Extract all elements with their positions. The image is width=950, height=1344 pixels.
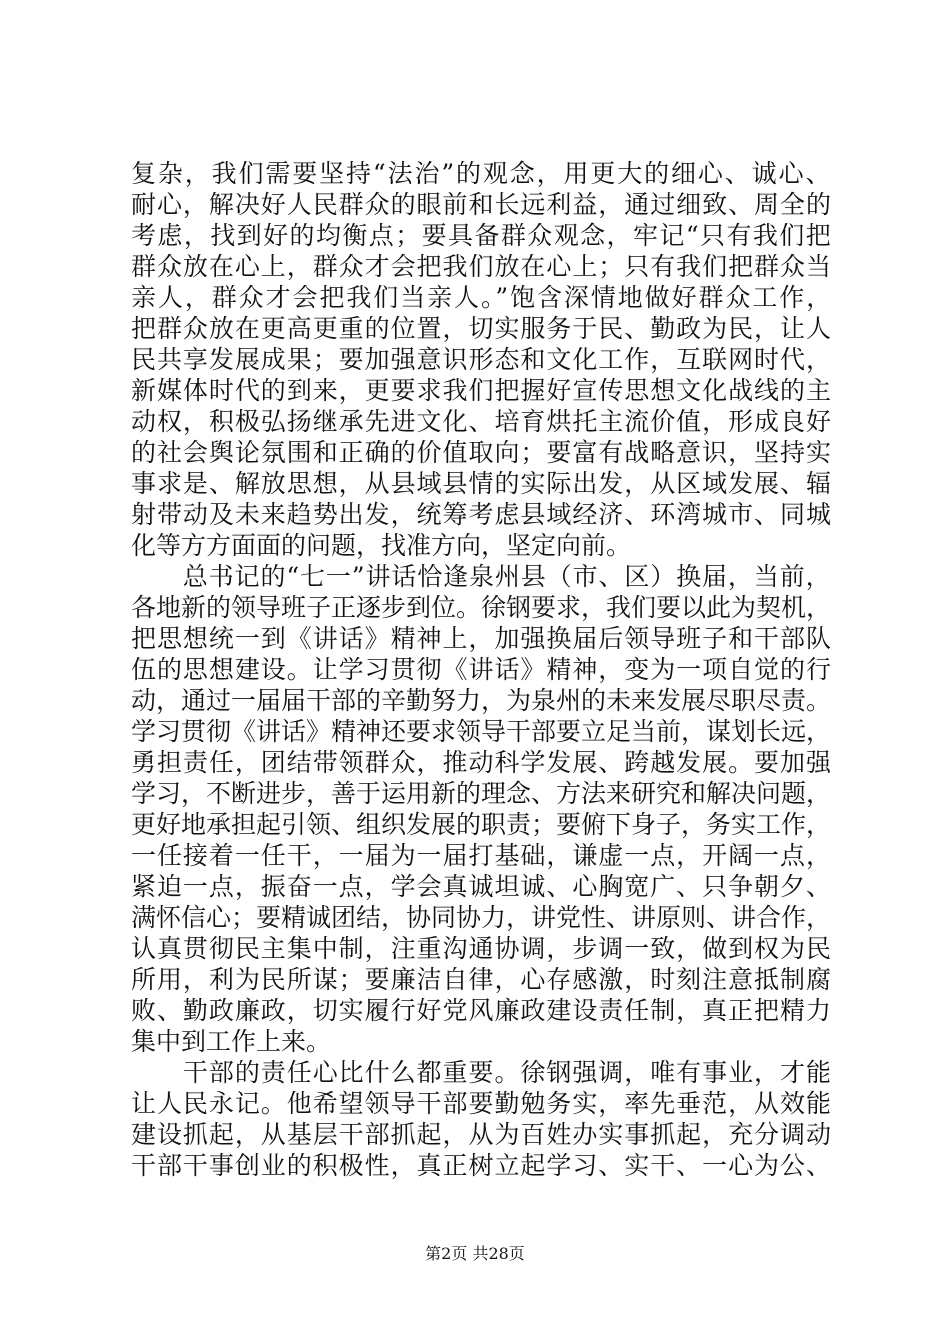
text-line: 把思想统一到《讲话》精神上，加强换届后领导班子和干部队 [131,624,832,653]
text-line: 更好地承担起引领、组织发展的职责；要俯下身子，务实工作， [131,810,832,839]
text-line: 勇担责任，团结带领群众，推动科学发展、跨越发展。要加强 [131,748,832,777]
text-line: 的社会舆论氛围和正确的价值取向；要富有战略意识，坚持实 [131,438,832,467]
text-line: 满怀信心；要精诚团结，协同协力，讲党性、讲原则、讲合作， [131,903,832,932]
text-line: 学习，不断进步，善于运用新的理念、方法来研究和解决问题， [131,779,832,808]
text-line: 集中到工作上来。 [131,1027,332,1056]
text-line: 所用，利为民所谋；要廉洁自律，心存感激，时刻注意抵制腐 [131,965,832,994]
text-line: 伍的思想建设。让学习贯彻《讲话》精神，变为一项自觉的行 [131,655,832,684]
text-line: 考虑，找到好的均衡点；要具备群众观念，牢记“只有我们把 [131,221,833,250]
text-line: 把群众放在更高更重的位置，切实服务于民、勤政为民，让人 [131,314,832,343]
page-footer: 第2页 共28页 [425,1244,525,1263]
text-line: 各地新的领导班子正逐步到位。徐钢要求，我们要以此为契机， [131,593,832,622]
text-line: 化等方方面面的问题，找准方向，坚定向前。 [131,531,632,560]
text-line: 干部干事创业的积极性，真正树立起学习、实干、一心为公、 [131,1151,832,1180]
text-line: 建设抓起，从基层干部抓起，从为百姓办实事抓起，充分调动 [131,1120,832,1149]
text-line: 紧迫一点，振奋一点，学会真诚坦诚、心胸宽广、只争朝夕、 [131,872,832,901]
text-line: 学习贯彻《讲话》精神还要求领导干部要立足当前，谋划长远， [131,717,832,746]
text-line: 复杂，我们需要坚持“法治”的观念，用更大的细心、诚心、 [131,159,833,188]
text-line: 民共享发展成果；要加强意识形态和文化工作，互联网时代， [131,345,832,374]
text-line: 射带动及未来趋势出发，统筹考虑县域经济、环湾城市、同城 [131,500,832,529]
text-line: 总书记的“七一”讲话恰逢泉州县（市、区）换届，当前， [131,562,832,591]
text-line: 亲人，群众才会把我们当亲人。”饱含深情地做好群众工作， [131,283,834,312]
text-line: 群众放在心上，群众才会把我们放在心上；只有我们把群众当 [131,252,832,281]
text-line: 干部的责任心比什么都重要。徐钢强调，唯有事业，才能 [131,1058,832,1087]
text-line: 新媒体时代的到来，更要求我们把握好宣传思想文化战线的主 [131,376,832,405]
text-line: 认真贯彻民主集中制，注重沟通协调，步调一致，做到权为民 [131,934,832,963]
text-line: 一任接着一任干，一届为一届打基础，谦虚一点，开阔一点， [131,841,832,870]
text-line: 事求是、解放思想，从县域县情的实际出发，从区域发展、辐 [131,469,832,498]
text-line: 动，通过一届届干部的辛勤努力，为泉州的未来发展尽职尽责。 [131,686,832,715]
text-line: 耐心，解决好人民群众的眼前和长远利益，通过细致、周全的 [131,190,832,219]
text-line: 败、勤政廉政，切实履行好党风廉政建设责任制，真正把精力 [131,996,832,1025]
text-line: 动权，积极弘扬继承先进文化、培育烘托主流价值，形成良好 [131,407,832,436]
body-text [131,158,834,1181]
text-line: 让人民永记。他希望领导干部要勤勉务实，率先垂范，从效能 [131,1089,832,1118]
